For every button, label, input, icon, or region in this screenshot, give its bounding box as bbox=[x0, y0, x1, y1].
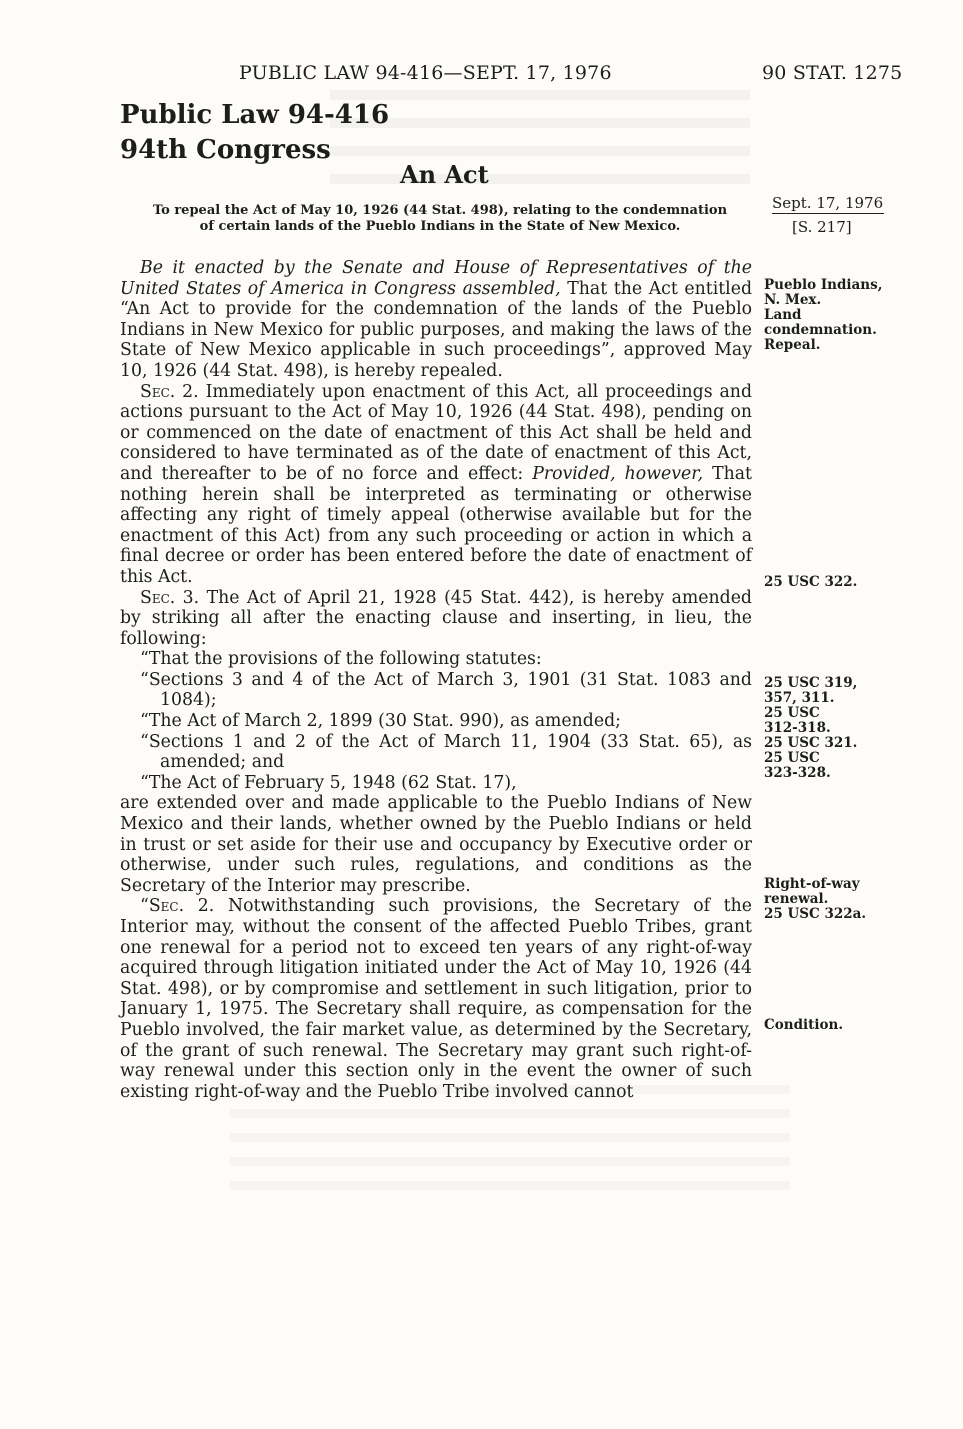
extension-clause: are extended over and made applicable to the Pueblo Indians of New Mexico and their lands, whether owned by the Pueblo Indians or held in trust or set aside for their use and occupancy by Executive order or otherwise, under such rules, regulations, and conditions as the Secretary of the Interior may prescribe. bbox=[120, 793, 752, 896]
section-2-text-a: Immediately upon enactment of this Act, all proceedings and actions pursuant to the Act of May 10, 1926 (44 Stat. 498), pending on or commenced on the date of enactment of this Act shall be held and considered to have terminated as of the date of enactment of this Act, and thereafter to be of no force and effect: bbox=[120, 381, 753, 484]
margin-note-usc-citations bbox=[764, 676, 857, 781]
statute-page-number: 90 STAT. 1275 bbox=[762, 62, 903, 84]
margin-note-line: Right-of-way bbox=[764, 876, 860, 892]
section-3-text: The Act of April 21, 1928 (45 Stat. 442), is hereby amended by striking all after the enacting clause and inserting, in lieu, the following: bbox=[120, 587, 752, 649]
statute-item-3: “Sections 1 and 2 of the Act of March 11, 1904 (33 Stat. 65), as amended; and bbox=[140, 731, 752, 773]
margin-note-line: 25 USC 322a. bbox=[764, 906, 867, 922]
section-2 bbox=[120, 382, 752, 588]
statute-item-4: “The Act of February 5, 1948 (62 Stat. 17), bbox=[140, 772, 517, 793]
statute-item-1: “Sections 3 and 4 of the Act of March 3, 1901 (31 Stat. 1083 and 1084); bbox=[140, 669, 752, 711]
running-header: PUBLIC LAW 94-416—SEPT. 17, 1976 bbox=[239, 62, 612, 84]
margin-note-line: Repeal. bbox=[764, 337, 821, 353]
margin-note-line: N. Mex. bbox=[764, 292, 822, 308]
enacting-clause bbox=[120, 258, 752, 382]
margin-note-line: renewal. bbox=[764, 891, 829, 907]
margin-note-line: 25 USC bbox=[764, 750, 820, 766]
quoted-intro: “That the provisions of the following statutes: bbox=[140, 649, 542, 670]
act-purpose bbox=[120, 203, 760, 235]
margin-note-line: 312-318. bbox=[764, 720, 831, 736]
section-3 bbox=[120, 588, 752, 650]
quoted-section-2 bbox=[120, 896, 752, 1102]
margin-note-repeal bbox=[764, 278, 882, 353]
margin-note-line: Pueblo Indians, bbox=[764, 277, 883, 293]
margin-note-line: 25 USC bbox=[764, 705, 820, 721]
quoted-section-2-label: “Sec. 2. bbox=[140, 896, 215, 917]
margin-note-line: 323-328. bbox=[764, 765, 831, 781]
act-purpose-line-1: To repeal the Act of May 10, 1926 (44 Stat. 498), relating to the condemnation bbox=[152, 203, 728, 218]
enactment-date: Sept. 17, 1976 bbox=[772, 194, 884, 212]
congress-label: 94th Congress bbox=[120, 135, 331, 165]
margin-note-line: Land bbox=[764, 307, 802, 323]
bill-number: [S. 217] bbox=[792, 218, 852, 236]
margin-note-line: 25 USC 321. bbox=[764, 735, 858, 751]
enacting-formula: Be it enacted by the Senate and House of Representatives of the United States of America in Congress assembled, bbox=[120, 258, 752, 299]
public-law-number: Public Law 94-416 bbox=[120, 100, 390, 130]
section-2-label: Sec. 2. bbox=[140, 381, 199, 402]
statute-item-2: “The Act of March 2, 1899 (30 Stat. 990), as amended; bbox=[140, 711, 621, 732]
proviso: Provided, however, bbox=[532, 463, 704, 484]
margin-note-right-of-way bbox=[764, 877, 866, 922]
margin-note-line: condemnation. bbox=[764, 322, 877, 338]
act-purpose-line-2: of certain lands of the Pueblo Indians in the State of New Mexico. bbox=[199, 219, 681, 234]
section-2-text-b: That nothing herein shall be interpreted as terminating or otherwise affecting any right of timely appeal (otherwise available but for the enactment of this Act) from any such proceeding or action in which a final decree or order has been entered before the date of enactment of this Act. bbox=[120, 463, 753, 587]
quoted-section-2-text: Notwithstanding such provisions, the Secretary of the Interior may, without the consent of the affected Pueblo Tribes, grant one renewal for a period not to exceed ten years of any right-of-way acquired through litigation initiated under the Act of May 10, 1926 (44 Stat. 498), or by compromise and settlement in such litigation, prior to January 1, 1975. The Secretary shall require, as compensation for the Pueblo involved, the fair market value, as determined by the Secretary, of the grant of such renewal. The Secretary may grant such right-of-way renewal under this section only in the event the owner of such existing right-of-way and the Pueblo Tribe involved cannot bbox=[120, 896, 752, 1102]
margin-note-usc-322: 25 USC 322. bbox=[764, 574, 858, 590]
act-body bbox=[120, 258, 752, 1102]
margin-note-condition: Condition. bbox=[764, 1017, 844, 1033]
margin-note-line: 357, 311. bbox=[764, 690, 835, 706]
margin-note-line: 25 USC 319, bbox=[764, 675, 858, 691]
section-1-text: That the Act entitled “An Act to provide for the condemnation of the lands of the Pueblo Indians in New Mexico for public purposes, and making the laws of the State of New Mexico applicable in such proceedings”, approved May 10, 1926 (44 Stat. 498), is hereby repealed. bbox=[120, 278, 753, 381]
show-through-texture bbox=[330, 90, 750, 192]
section-3-label: Sec. 3. bbox=[140, 587, 200, 608]
act-heading: An Act bbox=[400, 160, 489, 189]
